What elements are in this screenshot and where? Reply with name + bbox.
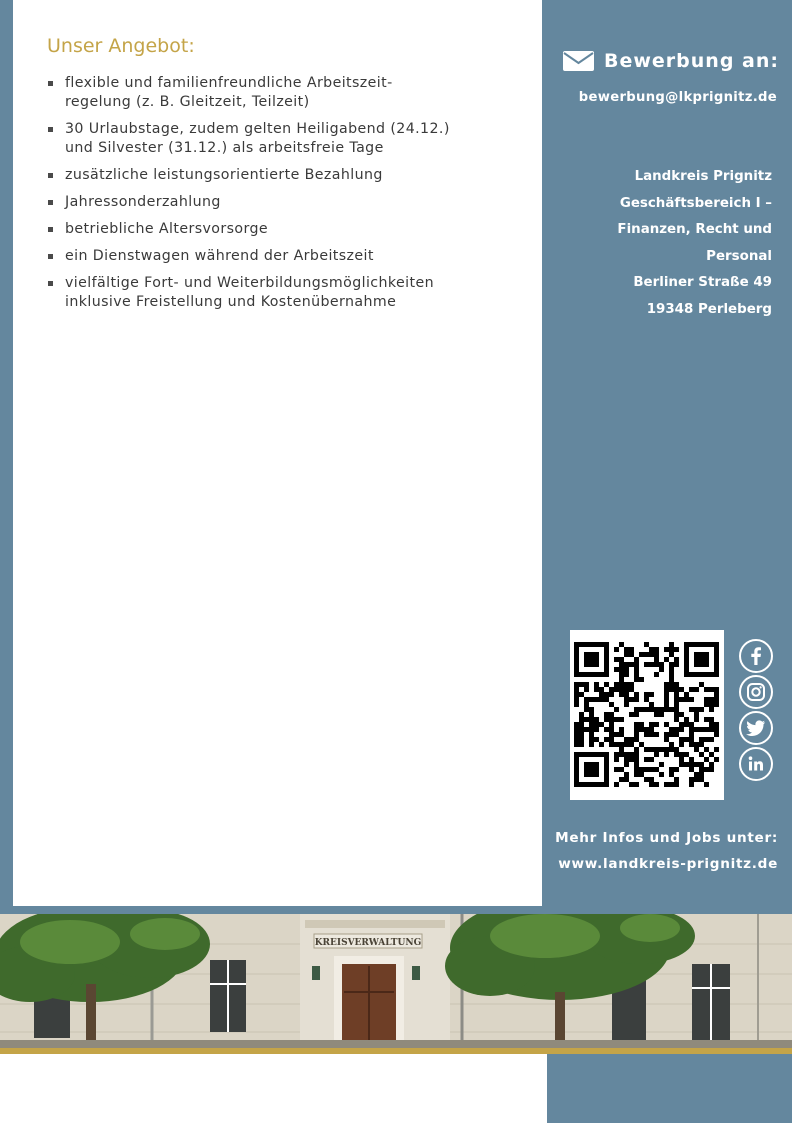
postal-address (560, 164, 772, 323)
address-line: Geschäftsbereich I – (619, 195, 772, 211)
benefit-line: 30 Urlaubstage, zudem gelten Heiligabend (24.12.) (65, 121, 450, 137)
facebook-icon[interactable] (739, 639, 773, 673)
qr-code[interactable] (570, 630, 724, 800)
bullet-icon (48, 200, 53, 205)
list-item (47, 120, 537, 158)
footer-block (547, 1054, 792, 1123)
benefit-line: zusätzliche leistungsorientierte Bezahlung (65, 167, 383, 183)
benefit-line: vielfältige Fort- und Weiterbildungsmöglichkeiten (65, 275, 434, 291)
benefit-line: inklusive Freistellung und Kostenübernahme (65, 294, 397, 310)
benefit-line: Jahressonderzahlung (65, 194, 221, 210)
bullet-icon (48, 281, 53, 286)
list-item (47, 247, 537, 266)
benefit-line: und Silvester (31.12.) als arbeitsfreie Tage (65, 140, 384, 156)
list-item (47, 220, 537, 239)
list-item (47, 74, 537, 112)
instagram-icon[interactable] (739, 675, 773, 709)
address-line: Landkreis Prignitz (634, 169, 772, 184)
bullet-icon (48, 173, 53, 178)
social-links (739, 639, 777, 783)
building-photo (0, 914, 792, 1048)
benefit-line: flexible und familienfreundliche Arbeitszeit- (65, 75, 393, 91)
bullet-icon (48, 254, 53, 259)
more-info-label: Mehr Infos und Jobs unter: (555, 830, 778, 846)
benefit-list (47, 74, 537, 320)
benefit-line: ein Dienstwagen während der Arbeitszeit (65, 248, 374, 264)
website-link[interactable]: www.landkreis-prignitz.de (558, 856, 778, 872)
bullet-icon (48, 127, 53, 132)
address-line: Personal (706, 248, 772, 264)
linkedin-icon[interactable] (739, 747, 773, 781)
bullet-icon (48, 227, 53, 232)
offer-heading: Unser Angebot: (47, 35, 195, 57)
application-header (553, 50, 779, 72)
more-info (550, 825, 778, 877)
address-line: 19348 Perleberg (646, 301, 772, 317)
benefit-line: regelung (z. B. Gleitzeit, Teilzeit) (65, 94, 310, 110)
list-item (47, 274, 537, 312)
list-item (47, 166, 537, 185)
list-item (47, 193, 537, 212)
email-link[interactable]: bewerbung@lkprignitz.de (578, 90, 777, 105)
envelope-icon (563, 51, 594, 71)
address-line: Berliner Straße 49 (633, 275, 772, 290)
bullet-icon (48, 81, 53, 86)
benefit-line: betriebliche Altersvorsorge (65, 221, 268, 237)
apply-label: Bewerbung an: (604, 50, 779, 72)
twitter-icon[interactable] (739, 711, 773, 745)
address-line: Finanzen, Recht und (617, 222, 772, 237)
building-sign: KREISVERWALTUNG (314, 938, 422, 948)
